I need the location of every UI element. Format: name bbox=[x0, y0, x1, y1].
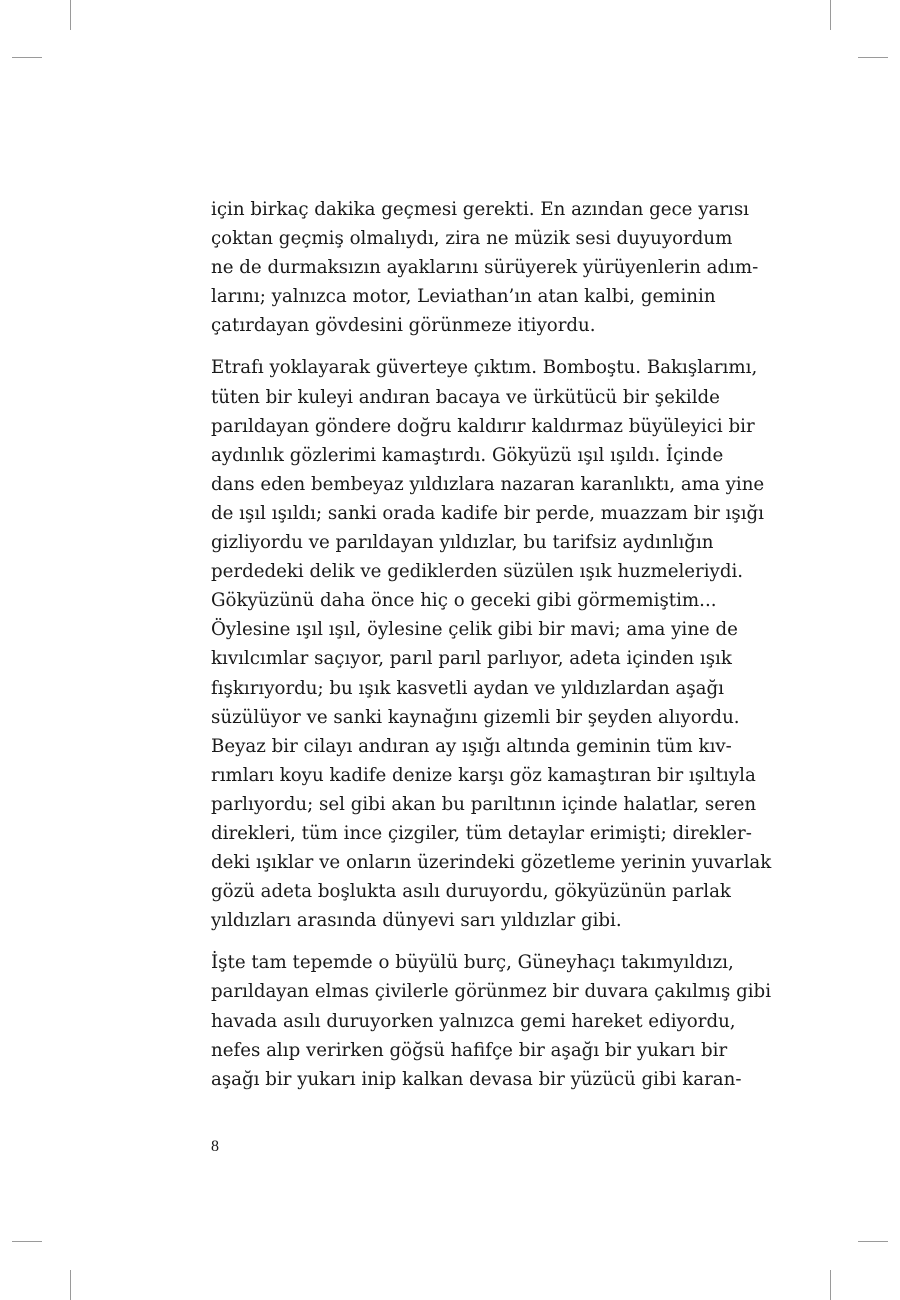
text-line: Beyaz bir cilayı andıran ay ışığı altında geminin tüm kıv- bbox=[211, 735, 732, 757]
text-line: parlıyordu; sel gibi akan bu parıltının içinde halatlar, seren bbox=[211, 793, 757, 815]
text-line: fışkırıyordu; bu ışık kasvetli aydan ve yıldızlardan aşağı bbox=[211, 677, 724, 699]
crop-mark-top-right bbox=[830, 0, 831, 30]
text-line: kıvılcımlar saçıyor, parıl parıl parlıyor, adeta içinden ışık bbox=[211, 648, 732, 670]
paragraph-gap bbox=[211, 340, 691, 353]
text-line: parıldayan göndere doğru kaldırır kaldırmaz büyüleyici bir bbox=[211, 415, 755, 437]
text-line: çatırdayan gövdesini görünmeze itiyordu. bbox=[211, 315, 596, 337]
crop-mark-bottom-right bbox=[830, 1270, 831, 1300]
text-line: yıldızları arasında dünyevi sarı yıldızlar gibi. bbox=[211, 910, 622, 932]
paragraph bbox=[211, 948, 772, 1093]
text-line: aydınlık gözlerimi kamaştırdı. Gökyüzü ışıl ışıldı. İçinde bbox=[211, 444, 724, 466]
text-line: ne de durmaksızın ayaklarını sürüyerek yürüyenlerin adım- bbox=[211, 257, 759, 279]
crop-mark-left-bottom bbox=[12, 1241, 42, 1242]
crop-mark-left-top bbox=[12, 57, 42, 58]
text-line: nefes alıp verirken göğsü hafifçe bir aşağı bir yukarı bir bbox=[211, 1039, 728, 1061]
paragraph-gap bbox=[211, 935, 691, 948]
text-line: Gökyüzünü daha önce hiç o geceki gibi görmemiştim... bbox=[211, 590, 717, 612]
crop-mark-right-bottom bbox=[858, 1241, 888, 1242]
body-text bbox=[211, 195, 772, 1094]
text-line: için birkaç dakika geçmesi gerekti. En azından gece yarısı bbox=[211, 199, 749, 220]
page-number: 8 bbox=[211, 1138, 219, 1155]
text-line: Öylesine ışıl ışıl, öylesine çelik gibi bir mavi; ama yine de bbox=[211, 619, 738, 641]
paragraph bbox=[211, 353, 772, 935]
text-line: süzülüyor ve sanki kaynağını gizemli bir şeyden alıyordu. bbox=[211, 706, 740, 728]
crop-mark-top-left bbox=[70, 0, 71, 30]
text-line: deki ışıklar ve onların üzerindeki gözetleme yerinin yuvarlak bbox=[211, 852, 772, 874]
text-line: İşte tam tepemde o büyülü burç, Güneyhaçı takımyıldızı, bbox=[211, 952, 734, 974]
text-line: perdedeki delik ve gediklerden süzülen ışık huzmeleriydi. bbox=[211, 561, 744, 583]
text-line: gözü adeta boşlukta asılı duruyordu, gökyüzünün parlak bbox=[211, 881, 731, 903]
text-line: larını; yalnızca motor, Leviathan’ın atan kalbi, geminin bbox=[211, 286, 716, 308]
crop-mark-right-top bbox=[858, 57, 888, 58]
text-line: Etrafı yoklayarak güverteye çıktım. Bomboştu. Bakışlarımı, bbox=[211, 357, 758, 379]
text-line: tüten bir kuleyi andıran bacaya ve ürkütücü bir şekilde bbox=[211, 386, 720, 408]
text-line: dans eden bembeyaz yıldızlara nazaran karanlıktı, ama yine bbox=[211, 473, 765, 495]
paragraph bbox=[211, 195, 759, 340]
text-line: çoktan geçmiş olmalıydı, zira ne müzik sesi duyuyordum bbox=[211, 228, 733, 250]
text-line: rımları koyu kadife denize karşı göz kamaştıran bir ışıltıyla bbox=[211, 764, 756, 786]
text-line: parıldayan elmas çivilerle görünmez bir duvara çakılmış gibi bbox=[211, 981, 772, 1003]
text-line: gizliyordu ve parıldayan yıldızlar, bu tarifsiz aydınlığın bbox=[211, 532, 714, 554]
crop-mark-bottom-left bbox=[70, 1270, 71, 1300]
text-line: direkleri, tüm ince çizgiler, tüm detaylar erimişti; direkler- bbox=[211, 822, 752, 844]
text-line: de ışıl ışıldı; sanki orada kadife bir perde, muazzam bir ışığı bbox=[211, 502, 764, 524]
text-line: aşağı bir yukarı inip kalkan devasa bir yüzücü gibi karan- bbox=[211, 1068, 742, 1090]
text-line: havada asılı duruyorken yalnızca gemi hareket ediyordu, bbox=[211, 1010, 736, 1032]
